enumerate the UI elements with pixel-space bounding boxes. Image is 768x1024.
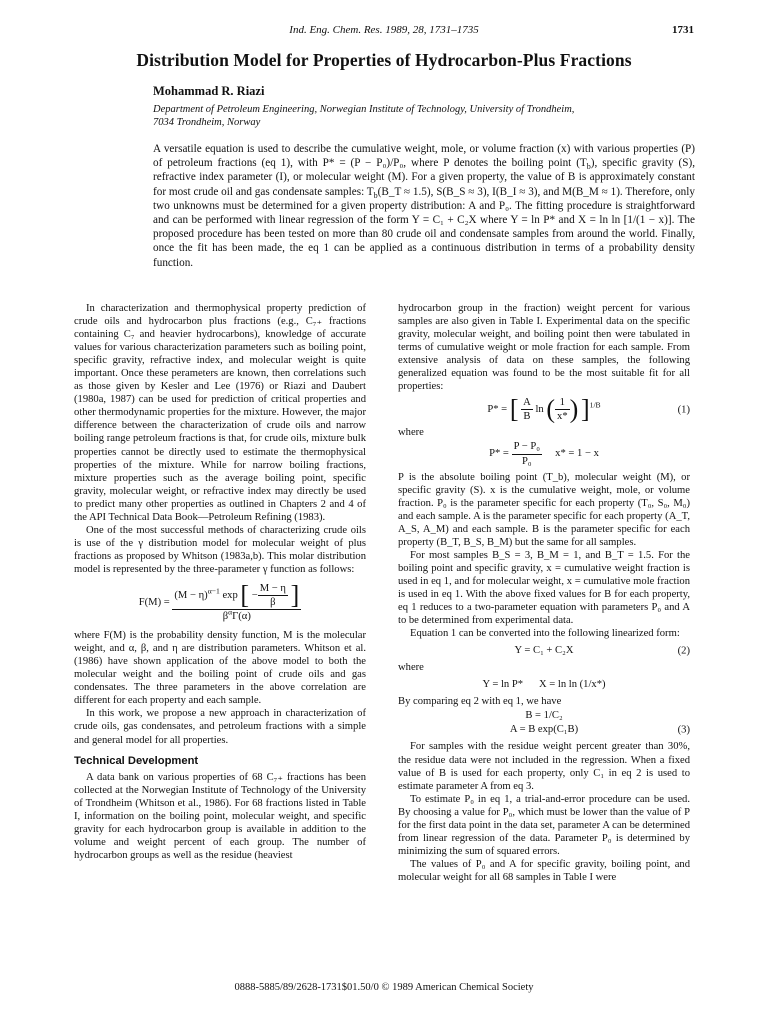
- inner-denominator: β: [258, 595, 288, 609]
- gamma-function: Γ(α): [232, 611, 251, 623]
- abstract-samples: (B_T ≈ 1.5), S(B_S ≈ 3), I(B_I ≈ 3), and M(B_M ≈ 1).: [377, 185, 623, 198]
- paragraph: where F(M) is the probability density function, M is the molecular weight, and α, β, and η are distribution parameters. Whitson et al. (1986) have shown application of the above model to both the molecular weight and the boiling point of crude oils and gas condensates. The three parameters in the above correlation are different for each property and each sample.: [74, 630, 366, 707]
- journal-citation: Ind. Eng. Chem. Res. 1989, 28, 1731–1735: [289, 24, 479, 36]
- variable-definitions: Y = ln P* X = ln ln (1/x*): [482, 679, 606, 691]
- paragraph: In this work, we propose a new approach in characterization of crude oils, gas condensates, and petroleum fractions with a simple and general model for all properties.: [74, 708, 366, 746]
- equation-fraction: $(M - \eta)^{\alpha-1}$ exp [ − $\frac{M - \eta}{\beta}$ ] $\beta^\alpha\Gamma(\alpha)$: [174, 580, 300, 623]
- paragraph: hydrocarbon group in the fraction) weight percent for various samples are also given in Table I. Experimental data on the specific gravity, molecular weight, and boiling point then were tabulated in terms of cumulative weight or mole fraction for each sample. From extensive analysis of data on these samples, the following generalized equation was found to be the most suitable fit for all properties:: [398, 303, 690, 393]
- paragraph: P is the absolute boiling point (T_b), molecular weight (M), or specific gravity (S). x is the cumulative weight, mole, or volume fraction. P₀ is the parameter specific for each property (T₀, S₀, M₀) and each sample. A is the parameter specific for each property (A_T, A_S, A_M) and each sample. B is the parameter specific for each property (B_T, B_S, B_M) but the same for all samples.: [398, 471, 690, 548]
- equation-2: [398, 644, 690, 657]
- paragraph: Equation 1 can be converted into the following linearized form:: [410, 628, 680, 640]
- fraction-numerator: 1: [559, 397, 565, 409]
- right-column: [398, 302, 690, 884]
- page-number: 1731: [672, 24, 694, 36]
- abstract: A versatile equation is used to describe the cumulative weight, mole, or volume fraction (x) with various properties (P) of petroleum fractions (eq 1), with P* = (P − P₀)/P₀, where P denotes the boiling point $(T_b)$, specific gravity (S), refractive index parameter (I), or molecular weight (M). For a given property, the value of B is approximately constant for most crude oil and gas condensate samples: $T_b(B\_T \approx 1.5)$, S(B_S ≈ 3), I(B_I ≈ 3), and M(B_M ≈ 1). Therefore, only two unknowns must be determined for a given property distribution: A and P₀. The fitting procedure is straightforward and can be performed with linear regression of the form Y = C₁ + C₂X where Y = ln P* and X = ln ln [1/(1 − x)]. The proposed procedure has been tested on more than 80 crude oil and condensate samples from around the world. Finally, once the fit has been made, the eq 1 can be applied as a continuous distribution in terms of a probability density function.: [153, 143, 695, 269]
- equation-numerator: (M − η): [174, 589, 208, 601]
- where-label: where: [398, 427, 424, 439]
- paragraph: For most samples B_S = 3, B_M = 1, and B_T = 1.5. For the boiling point and specific gravity, x = cumulative weight fraction is used in eq 1, and for molecular weight, x = cumulative mole fraction is used in eq 1. With the above fixed values for B for each property, eq 1 reduces to a two-parameter equation with parameters P₀ and A to be determined from experimental data.: [398, 549, 690, 627]
- equation-body: A = B exp(C₁B): [509, 724, 579, 736]
- copyright-footer: 0888-5885/89/2628-1731$01.50/0 © 1989 American Chemical Society: [234, 982, 534, 993]
- abstract-text-1: A versatile equation is used to describe the cumulative weight, mole, or volume fraction (x) with various properties (P) of petroleum fractions (eq 1), with P* = (P − P₀)/P₀, where P denotes the boiling point (T: [153, 143, 695, 170]
- equation-lhs: P* =: [487, 404, 508, 416]
- b-equation: B = 1/C₂: [525, 710, 563, 722]
- fraction-denominator: x*: [557, 411, 568, 423]
- fraction-numerator: A: [523, 397, 531, 409]
- inner-fraction: [258, 582, 288, 609]
- equation-lhs: F(M) =: [138, 597, 170, 608]
- inner-numerator: M − η: [259, 582, 286, 594]
- author-name: Mohammad R. Riazi: [153, 84, 265, 98]
- exponent: 1/B: [589, 400, 601, 410]
- affiliation-line-2: 7034 Trondheim, Norway: [153, 117, 261, 128]
- exponent: α: [228, 607, 233, 617]
- definitions-equation: [398, 440, 690, 467]
- equation-1: P* = [ $\frac{A}{B}$ ln ( $\frac{1}{x*}$ ) ]$^{1/B}$ (1): [487, 394, 690, 424]
- paragraph: By comparing eq 2 with eq 1, we have: [398, 696, 562, 708]
- equation-number: (3): [677, 724, 690, 736]
- left-column: [74, 302, 366, 862]
- exp-function: exp: [219, 589, 238, 601]
- equation-lhs: P* =: [489, 448, 509, 460]
- author-affiliation: [153, 103, 713, 129]
- fraction-numerator: P − P₀: [513, 441, 540, 453]
- equation-body: Y = C₁ + C₂X: [514, 645, 574, 657]
- paragraph: One of the most successful methods of characterizing crude oils is use of the γ distribution model for molecular weight of plus fractions as proposed by Whitson (1983a,b). This molar distribution model is represented by the three-parameter γ function as follows:: [74, 524, 366, 575]
- equation-3: [398, 723, 690, 736]
- equation-number: (1): [677, 404, 690, 416]
- paragraph: To estimate P₀ in eq 1, a trial-and-error procedure can be used. By choosing a value for P₀, which must be lower than the value of P for the first data point in the data set, parameter A can be determined from linear regression of the data. Parameter P₀ is determined by minimizing the sum of squared errors.: [398, 793, 690, 857]
- abstract-text-1b: ), specific gravity (S), refractive index parameter (I), or molecular weight (M). For a given property, the value of B is approximately constant for most crude oil and gas condensate samples: T: [153, 157, 695, 198]
- paragraph: A data bank on various properties of 68 C₇₊ fractions has been collected at the Norwegian Institute of Technology of the University of Trondheim (Whitson et al., 1986). For 68 fractions listed in Table I, information on the boiling point, molecular weight, and specific gravity for each hydrocarbon group is available in addition to the volume and weight percent of each group. The number of hydrocarbon groups as well as the residue (heaviest: [74, 771, 366, 861]
- equation-number: (2): [677, 645, 690, 657]
- fraction-denominator: P₀: [512, 454, 542, 468]
- equation-denominator: β: [222, 611, 229, 623]
- article-title: Distribution Model for Properties of Hydrocarbon-Plus Fractions: [136, 50, 632, 70]
- x-star-definition: x* = 1 − x: [555, 448, 599, 460]
- fraction-denominator: B: [521, 409, 533, 423]
- paragraph: For samples with the residue weight percent greater than 30%, the residue data were not included in the regression. When a fixed value of B is used for each property, only C₁ in eq 2 is used to estimate parameter A from eq 3.: [398, 741, 690, 792]
- paragraph: The values of P₀ and A for specific gravity, boiling point, and molecular weight for all 68 samples in Table I were: [398, 858, 690, 883]
- section-heading: Technical Development: [74, 754, 199, 767]
- where-label: where: [398, 662, 424, 674]
- exponent: α−1: [207, 586, 220, 596]
- abstract-text-2: Therefore, only two unknowns must be determined for a given property distribution: A and P₀. The fitting procedure is straightforward and can be performed with linear regression of the form Y = C₁ + C₂X where Y = ln P* and X = ln ln [1/(1 − x)]. The proposed procedure has been tested on more than 80 crude oil and condensate samples from around the world. Finally, once the fit has been made, the eq 1 can be applied as a continuous distribution in terms of a probability density function.: [153, 185, 695, 269]
- paragraph: In characterization and thermophysical property prediction of crude oils and hydrocarbon plus fractions (e.g., C₇₊ fractions containing C₇ and heavier hydrocarbons), knowledge of accurate values for various characterization parameters such as boiling point, specific gravity, refractive index, and molecular weight is quite important. Once these perameters are known, then correlations such as those given by Kesler and Lee (1976) or Riazi and Daubert (1980a, 1987) can be used for prediction of critical properties and other thermodynamic properties for the mixture. However, the major difference between the characterization of crude oils and narrow boiling range petroleum fractions is that, for crude oils, mixture bulk properties cannot be directly used to estimate the thermophysical properties of the mixture. While for narrow boiling fractions, mixture properties such as the average boiling point, specific gravity, molecular weight, or refractive index may directly be used to predict many other properties as outlined in Chapters 2 and 4 of the API Technical Data Book—Petroleum Refining (1983).: [74, 303, 366, 523]
- ln-function: ln: [535, 404, 544, 416]
- gamma-distribution-equation: [74, 582, 366, 623]
- affiliation-line-1: Department of Petroleum Engineering, Norwegian Institute of Technology, University of Trondheim,: [153, 104, 575, 115]
